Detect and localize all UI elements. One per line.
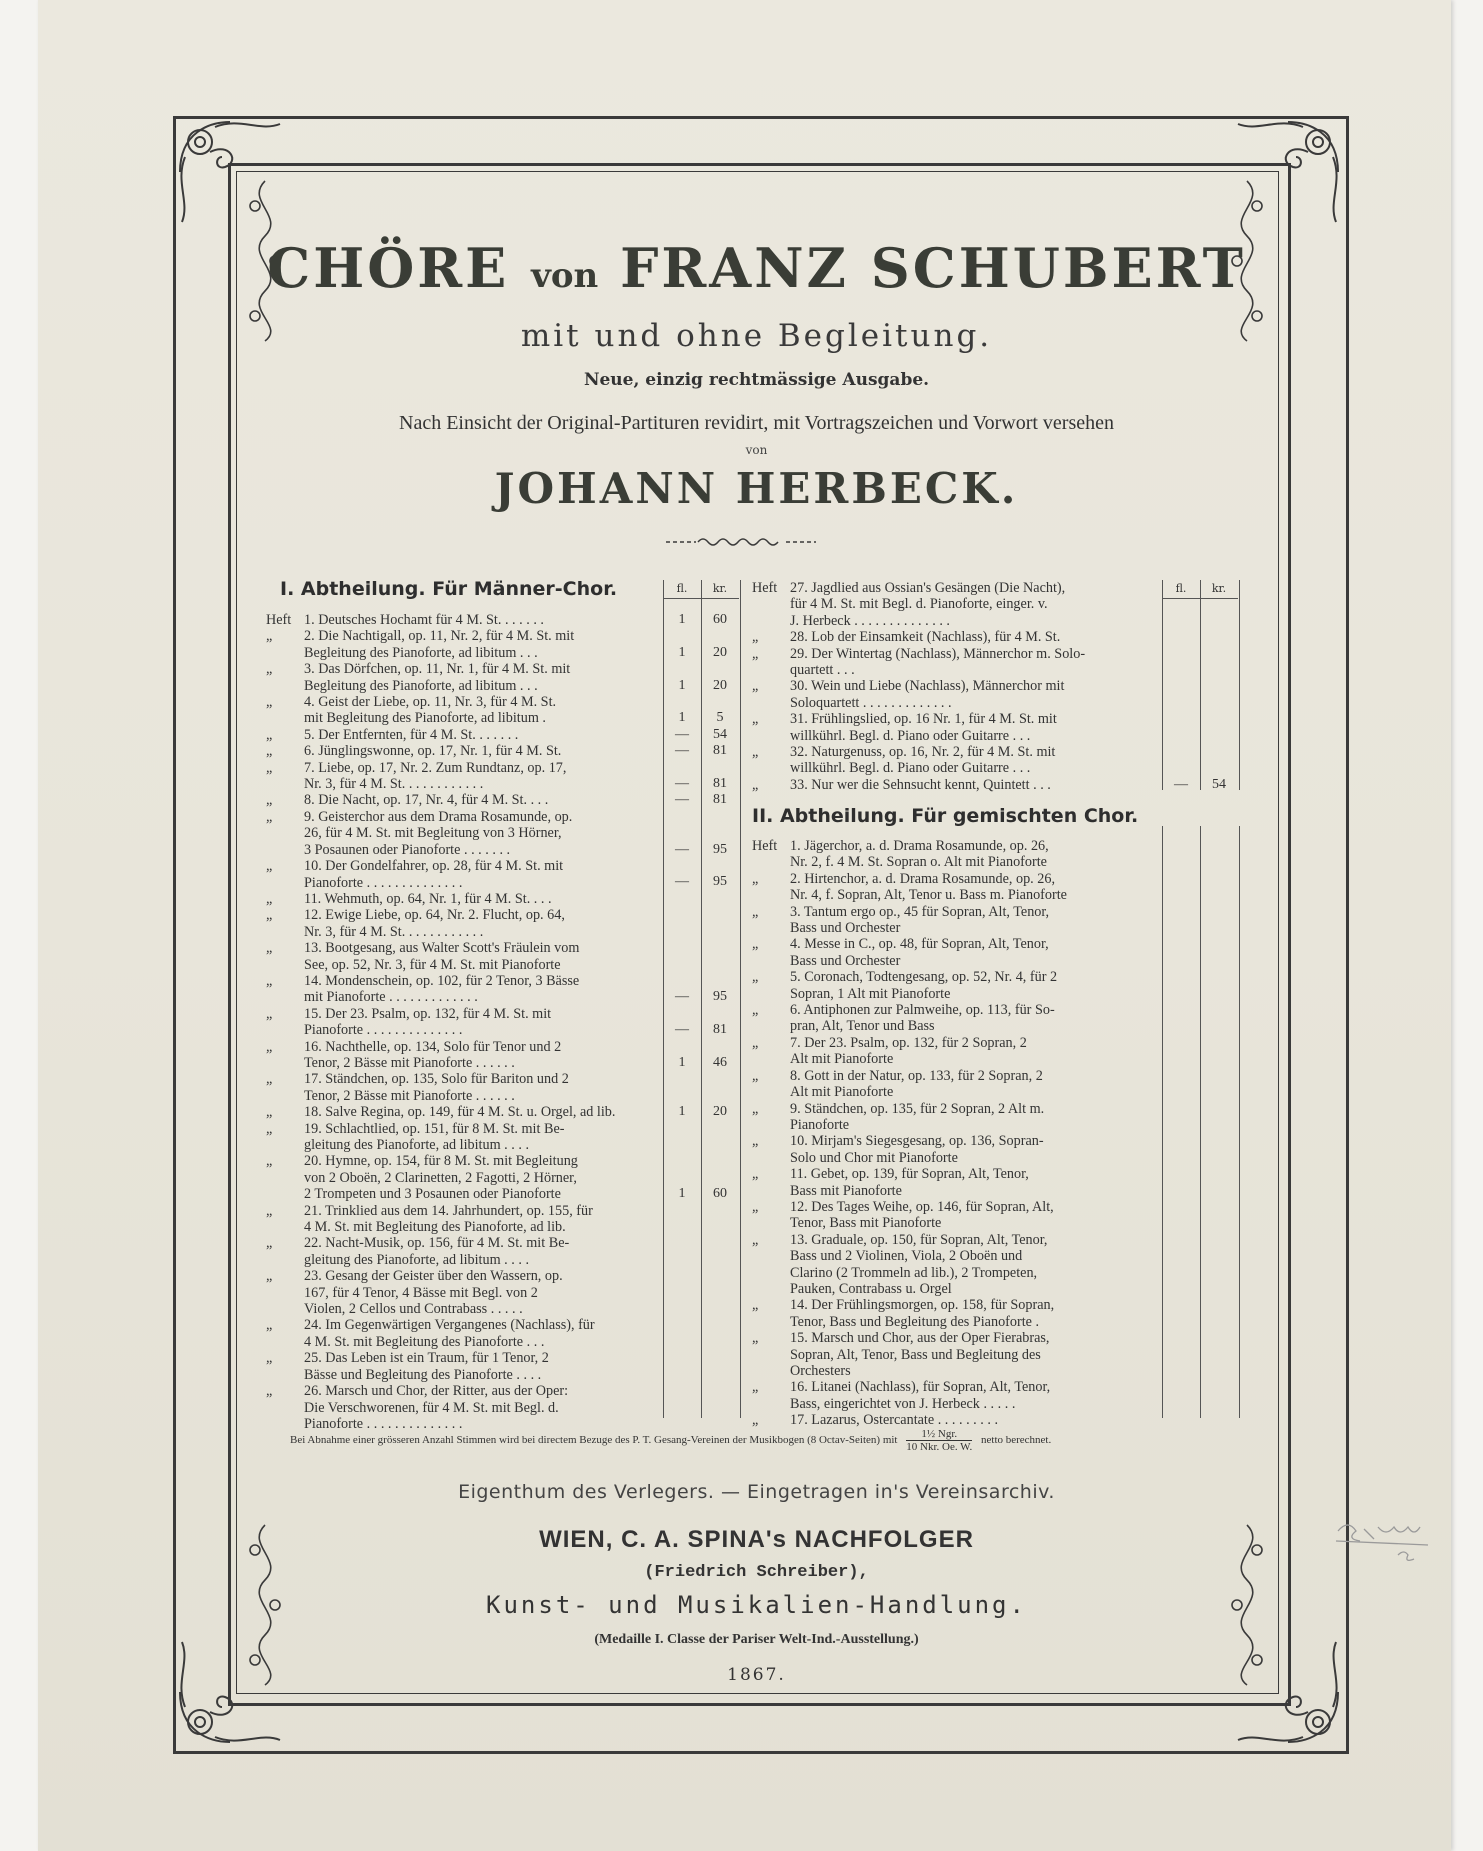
item-text: 11. Gebet, op. 139, für Sopran, Alt, Tenor, Bass mit Pianoforte [790, 1166, 1029, 1199]
item-text: 12. Des Tages Weihe, op. 146, für Sopran, Alt, Tenor, Bass mit Pianoforte [790, 1198, 1054, 1232]
item-text: 23. Gesang der Geister über den Wassern, op. 167, für 4 Tenor, 4 Bässe mit Begl. von 2 Violen, 2 Cellos und Contrabass . . . . . [304, 1268, 563, 1318]
item-prefix: „ [266, 1005, 273, 1022]
price-fl: 1 [678, 710, 686, 726]
list-item [752, 1412, 1157, 1428]
item-text: 3. Tantum ergo op., 45 für Sopran, Alt, Tenor, Bass und Orchester [790, 903, 1050, 937]
item-text: 15. Marsch und Chor, aus der Oper Fierabras, Sopran, Alt, Tenor, Bass und Begleitung des Orchesters [790, 1330, 1050, 1379]
item-prefix: „ [752, 744, 759, 761]
publication-year: 1867. [727, 1665, 786, 1685]
list-item [752, 969, 1157, 1002]
item-prefix: „ [266, 972, 273, 989]
item-text: 24. Im Gegenwärtigen Vergangenes (Nachlass), für 4 M. St. mit Begleitung des Pianoforte . . . [304, 1317, 595, 1350]
item-prefix: „ [752, 936, 759, 953]
item-prefix: „ [266, 792, 273, 809]
item-prefix: „ [752, 1002, 759, 1019]
price-kr: 95 [713, 989, 727, 1005]
item-prefix: „ [266, 1202, 273, 1219]
item-prefix: „ [266, 726, 273, 743]
price-fl: 1 [678, 1104, 686, 1119]
item-text: 2. Die Nachtigall, op. 11, Nr. 2, für 4 M. St. mit Begleitung des Pianoforte, ad libitum . . . [304, 628, 575, 661]
price-fl: 1 [678, 677, 686, 693]
item-prefix: „ [266, 1038, 273, 1055]
item-text: 1. Jägerchor, a. d. Drama Rosamunde, op. 26, Nr. 2, f. 4 M. St. Sopran o. Alt mit Pianoforte [790, 838, 1049, 871]
item-text: 13. Graduale, op. 150, für Sopran, Alt, Tenor, Bass und 2 Violinen, Viola, 2 Oboën und Clarino (2 Trommeln ad lib.), 2 Trompeten, Pauken, Contrabass u. Orgel [790, 1231, 1048, 1297]
item-prefix: „ [752, 1100, 759, 1117]
list-item [266, 694, 662, 727]
list-item [752, 1002, 1157, 1035]
price-head-kr: kr. [712, 582, 728, 595]
list-item [752, 678, 1157, 711]
fraction-top: 1½ Ngr. [906, 1428, 972, 1441]
list-item [266, 1350, 662, 1383]
item-prefix: „ [752, 1231, 759, 1248]
price-fl: — [675, 989, 689, 1005]
list-item [752, 1101, 1157, 1134]
shop-line: Kunst- und Musikalien-Handlung. [486, 1591, 1027, 1619]
item-text: 18. Salve Regina, op. 149, für 4 M. St. u. Orgel, ad lib. [304, 1104, 616, 1121]
revision-line: Nach Einsicht der Original-Partituren revidirt, mit Vortragszeichen und Vorwort versehen [399, 412, 1114, 434]
item-text: 32. Naturgenuss, op. 16, Nr. 2, für 4 M. St. mit willkührl. Begl. d. Piano oder Guitarre . . . [790, 744, 1056, 777]
item-prefix: Heft [266, 612, 292, 628]
price-head-fl-right: fl. [1175, 582, 1187, 595]
price-kr: 54 [1212, 776, 1226, 792]
price-kr: 60 [713, 612, 727, 627]
list-item [752, 1330, 1157, 1379]
price-fl: — [675, 743, 689, 759]
list-item [752, 646, 1157, 679]
item-text: 19. Schlachtlied, op. 151, für 8 M. St. mit Be- gleitung des Pianoforte, ad libitum . . . . [304, 1120, 565, 1153]
list-item [752, 1379, 1157, 1412]
price-fl: 1 [678, 1186, 686, 1201]
item-prefix: „ [752, 776, 759, 793]
item-prefix: „ [266, 940, 273, 957]
item-prefix: Heft [752, 580, 778, 596]
list-item [752, 744, 1157, 777]
item-prefix: „ [266, 1153, 273, 1170]
list-item [266, 973, 662, 1006]
price-fl: — [675, 726, 689, 742]
item-text: 26. Marsch und Chor, der Ritter, aus der Oper: Die Verschworenen, für 4 M. St. mit Begl. d. Pianoforte . . . . . . . . . . . . . . [304, 1383, 569, 1432]
item-prefix: „ [266, 1268, 273, 1285]
divider-squiggle-icon [666, 535, 816, 549]
item-text: 2. Hirtenchor, a. d. Drama Rosamunde, op. 26, Nr. 4, f. Sopran, Alt, Tenor u. Bass m. Pianoforte [790, 870, 1067, 904]
list-item [752, 629, 1157, 645]
list-item [752, 1199, 1157, 1232]
title-left: CHÖRE [267, 236, 510, 300]
price-fl: — [675, 1022, 689, 1037]
list-item [266, 1153, 662, 1202]
fraction-bottom: 10 Nkr. Oe. W. [906, 1441, 973, 1453]
item-prefix: „ [266, 858, 273, 875]
footnote-suffix: netto berechnet. [981, 1434, 1052, 1447]
price-head-kr-right: kr. [1211, 582, 1227, 595]
item-prefix: „ [266, 1071, 273, 1088]
item-text: 17. Lazarus, Ostercantate . . . . . . . . . [790, 1412, 999, 1429]
list-item [266, 858, 662, 891]
item-text: 17. Ständchen, op. 135, Solo für Bariton und 2 Tenor, 2 Bässe mit Pianoforte . . . . . . [304, 1071, 569, 1104]
item-text: 12. Ewige Liebe, op. 64, Nr. 2. Flucht, op. 64, Nr. 3, für 4 M. St. . . . . . . . . . . . [304, 907, 565, 940]
item-text: 33. Nur wer die Sehnsucht kennt, Quintett . . . [790, 776, 1051, 793]
price-kr: 54 [713, 726, 727, 742]
item-prefix: „ [266, 628, 273, 645]
footnote-text: Bei Abnahme einer grösseren Anzahl Stimmen wird bei directem Bezuge des P. T. Gesang-Vereinen der Musikbogen (8 Octav-Seiten) mit [290, 1434, 898, 1447]
item-text: 29. Der Wintertag (Nachlass), Männerchor m. Solo- quartett . . . [790, 645, 1086, 679]
item-prefix: „ [266, 1120, 273, 1137]
item-text: 11. Wehmuth, op. 64, Nr. 1, für 4 M. St. . . . [304, 890, 552, 907]
item-prefix: „ [752, 629, 759, 646]
item-text: 31. Frühlingslied, op. 16 Nr. 1, für 4 M. St. mit willkührl. Begl. d. Piano oder Guitarre . . . [790, 711, 1057, 744]
list-item [266, 661, 662, 694]
item-prefix: „ [266, 808, 273, 825]
item-prefix: „ [752, 678, 759, 695]
item-text: 21. Trinklied aus dem 14. Jahrhundert, op. 155, für 4 M. St. mit Begleitung des Pianoforte, ad lib. [304, 1202, 593, 1236]
item-text: 30. Wein und Liebe (Nachlass), Männerchor mit Soloquartett . . . . . . . . . . . . . [790, 678, 1065, 711]
footnote-fraction [906, 1428, 972, 1453]
item-prefix: „ [752, 1166, 759, 1183]
item-text: 9. Geisterchor aus dem Drama Rosamunde, op. 26, für 4 M. St. mit Begleitung von 3 Hörner, 3 Posaunen oder Pianoforte . . . . . . . [304, 808, 573, 858]
list-item [752, 1133, 1157, 1166]
item-text: 16. Litanei (Nachlass), für Sopran, Alt, Tenor, Bass, eingerichtet von J. Herbeck . . . . . [790, 1379, 1051, 1412]
price-kr: 95 [713, 874, 727, 890]
edition-note: Neue, einzig rechtmässige Ausgabe. [583, 370, 930, 390]
item-text: 13. Bootgesang, aus Walter Scott's Fräulein vom See, op. 52, Nr. 3, für 4 M. St. mit Pianoforte [304, 940, 580, 973]
price-fl: — [675, 792, 689, 808]
list-item [752, 1297, 1157, 1330]
editor-name: JOHANN HERBECK. [494, 464, 1019, 513]
item-text: 5. Coronach, Todtengesang, op. 52, Nr. 4, für 2 Sopran, 1 Alt mit Pianoforte [790, 969, 1058, 1002]
item-text: 25. Das Leben ist ein Traum, für 1 Tenor, 2 Bässe und Begleitung des Pianoforte . . . . [304, 1350, 549, 1383]
price-kr: 46 [713, 1054, 727, 1070]
section-2-list [752, 838, 1157, 1429]
item-prefix: „ [752, 1379, 759, 1396]
owner-name: (Friedrich Schreiber), [644, 1563, 869, 1582]
section-2-heading: II. Abtheilung. Für gemischten Chor. [752, 805, 1139, 827]
item-text: 20. Hymne, op. 154, für 8 M. St. mit Begleitung von 2 Oboën, 2 Clarinetten, 2 Fagotti, 2 Hörner, 2 Trompeten und 3 Posaunen oder Pianoforte [304, 1153, 578, 1203]
list-item [752, 1035, 1157, 1068]
list-item [752, 711, 1157, 744]
price-fl: — [675, 841, 689, 857]
item-text: 7. Der 23. Psalm, op. 132, für 2 Sopran, 2 Alt mit Pianoforte [790, 1034, 1027, 1068]
price-kr: 20 [713, 1104, 727, 1119]
list-item [266, 1006, 662, 1039]
list-item [266, 1235, 662, 1268]
list-item [752, 580, 1157, 629]
price-fl: 1 [678, 1054, 686, 1070]
section-1-heading: I. Abtheilung. Für Männer-Chor. [280, 578, 618, 600]
item-text: 14. Mondenschein, op. 102, für 2 Tenor, 3 Bässe mit Pianoforte . . . . . . . . . . . . . [304, 972, 580, 1006]
price-fl: 1 [678, 644, 686, 660]
subtitle: mit und ohne Begleitung. [520, 318, 993, 354]
list-item [266, 1104, 662, 1120]
list-item [266, 1268, 662, 1317]
price-kr: 81 [713, 743, 727, 759]
item-prefix: Heft [752, 838, 778, 854]
item-text: 4. Geist der Liebe, op. 11, Nr. 3, für 4 M. St. mit Begleitung des Pianoforte, ad libitum . [304, 694, 557, 727]
title-right: FRANZ SCHUBERT [620, 236, 1246, 300]
item-prefix: „ [266, 1104, 273, 1121]
price-kr: 60 [713, 1186, 727, 1201]
item-text: 3. Das Dörfchen, op. 11, Nr. 1, für 4 M. St. mit Begleitung des Pianoforte, ad libitum . . . [304, 661, 571, 694]
list-item [266, 792, 662, 808]
pencil-mark-icon [1328, 1511, 1438, 1571]
item-prefix: „ [752, 870, 759, 887]
list-item [266, 760, 662, 793]
footnote [290, 1428, 1190, 1453]
price-fl: 1 [678, 612, 686, 627]
list-item [752, 1068, 1157, 1101]
list-item [266, 1039, 662, 1072]
item-prefix: „ [752, 1297, 759, 1314]
item-prefix: „ [752, 1412, 759, 1429]
item-prefix: „ [266, 661, 273, 678]
item-text: 10. Mirjam's Siegesgesang, op. 136, Sopran- Solo und Chor mit Pianoforte [790, 1133, 1044, 1166]
item-prefix: „ [266, 890, 273, 907]
rights-line: Eigenthum des Verlegers. — Eingetragen in's Vereinsarchiv. [458, 1481, 1055, 1503]
price-kr: 81 [713, 792, 727, 808]
section-1-cont-list [752, 580, 1157, 793]
list-item [266, 809, 662, 858]
price-fl: — [675, 776, 689, 791]
list-item [752, 1232, 1157, 1298]
item-prefix: „ [752, 645, 759, 662]
list-item [752, 777, 1157, 793]
item-text: 15. Der 23. Psalm, op. 132, für 4 M. St. mit Pianoforte . . . . . . . . . . . . . . [304, 1005, 552, 1039]
list-item [266, 727, 662, 743]
item-prefix: „ [266, 1235, 273, 1252]
list-item [266, 1121, 662, 1154]
item-text: 14. Der Frühlingsmorgen, op. 158, für Sopran, Tenor, Bass und Begleitung des Pianoforte . [790, 1297, 1055, 1330]
item-text: 6. Jünglingswonne, op. 17, Nr. 1, für 4 M. St. [304, 743, 562, 760]
title-von: von [531, 256, 599, 296]
item-prefix: „ [752, 903, 759, 920]
page-title [236, 236, 1277, 300]
item-prefix: „ [266, 1317, 273, 1334]
item-text: 22. Nacht-Musik, op. 156, für 4 M. St. mit Be- gleitung des Pianoforte, ad libitum . . . . [304, 1235, 570, 1268]
price-kr: 20 [713, 644, 727, 660]
item-prefix: „ [266, 694, 273, 711]
item-prefix: „ [752, 711, 759, 728]
item-text: 5. Der Entfernten, für 4 M. St. . . . . . . [304, 726, 519, 743]
list-item [266, 940, 662, 973]
item-text: 6. Antiphonen zur Palmweihe, op. 113, für So- pran, Alt, Tenor und Bass [790, 1002, 1055, 1035]
price-head-fl: fl. [676, 582, 688, 595]
list-item [752, 871, 1157, 904]
item-text: 27. Jagdlied aus Ossian's Gesängen (Die Nacht), für 4 M. St. mit Begl. d. Pianoforte, einger. v. J. Herbeck . . . . . . . . . . . . . . [790, 580, 1066, 629]
item-prefix: „ [752, 1034, 759, 1051]
item-prefix: „ [266, 743, 273, 760]
list-item [266, 891, 662, 907]
list-item [752, 904, 1157, 937]
item-text: 7. Liebe, op. 17, Nr. 2. Zum Rundtanz, op. 17, Nr. 3, für 4 M. St. . . . . . . . . . . . [304, 759, 567, 793]
price-columns-right [1162, 580, 1240, 790]
item-text: 8. Gott in der Natur, op. 133, für 2 Sopran, 2 Alt mit Pianoforte [790, 1067, 1043, 1101]
price-fl: — [675, 874, 689, 890]
list-item [266, 1203, 662, 1236]
price-kr: 95 [713, 841, 727, 857]
item-prefix: „ [752, 1198, 759, 1215]
list-item [266, 628, 662, 661]
item-prefix: „ [752, 1133, 759, 1150]
price-kr: 20 [713, 677, 727, 693]
item-text: 4. Messe in C., op. 48, für Sopran, Alt, Tenor, Bass und Orchester [790, 936, 1049, 969]
list-item [266, 1317, 662, 1350]
list-item [266, 1071, 662, 1104]
publisher-name: WIEN, C. A. SPINA's NACHFOLGER [539, 1526, 974, 1553]
item-text: 10. Der Gondelfahrer, op. 28, für 4 M. St. mit Pianoforte . . . . . . . . . . . . . . [304, 858, 564, 891]
item-prefix: „ [752, 1330, 759, 1347]
item-prefix: „ [266, 1383, 273, 1400]
price-kr: 5 [716, 710, 724, 726]
list-item [752, 838, 1157, 871]
price-columns-right-2 [1162, 826, 1240, 1418]
price-head-rule-right [1162, 598, 1238, 599]
list-item [752, 936, 1157, 969]
item-prefix: „ [752, 1067, 759, 1084]
list-item [752, 1166, 1157, 1199]
medal-line: (Medaille I. Classe der Pariser Welt-Ind.-Ausstellung.) [594, 1632, 919, 1647]
item-prefix: „ [266, 759, 273, 776]
by-line: von [745, 443, 768, 457]
item-text: 9. Ständchen, op. 135, für 2 Sopran, 2 Alt m. Pianoforte [790, 1100, 1045, 1133]
price-kr: 81 [713, 776, 727, 791]
item-text: 28. Lob der Einsamkeit (Nachlass), für 4 M. St. [790, 629, 1061, 646]
list-item [266, 907, 662, 940]
list-item [266, 612, 662, 628]
item-text: 8. Die Nacht, op. 17, Nr. 4, für 4 M. St. . . . [304, 792, 549, 809]
list-item [266, 743, 662, 759]
price-head-rule [663, 598, 739, 599]
item-text: 1. Deutsches Hochamt für 4 M. St. . . . . . . [304, 612, 544, 628]
item-prefix: „ [752, 969, 759, 986]
item-prefix: „ [266, 1350, 273, 1367]
price-kr: 81 [713, 1022, 727, 1037]
item-text: 16. Nachthelle, op. 134, Solo für Tenor und 2 Tenor, 2 Bässe mit Pianoforte . . . . . . [304, 1038, 562, 1071]
item-prefix: „ [266, 907, 273, 924]
price-fl: — [1174, 776, 1188, 792]
section-1-list [266, 612, 662, 1432]
list-item [266, 1383, 662, 1432]
